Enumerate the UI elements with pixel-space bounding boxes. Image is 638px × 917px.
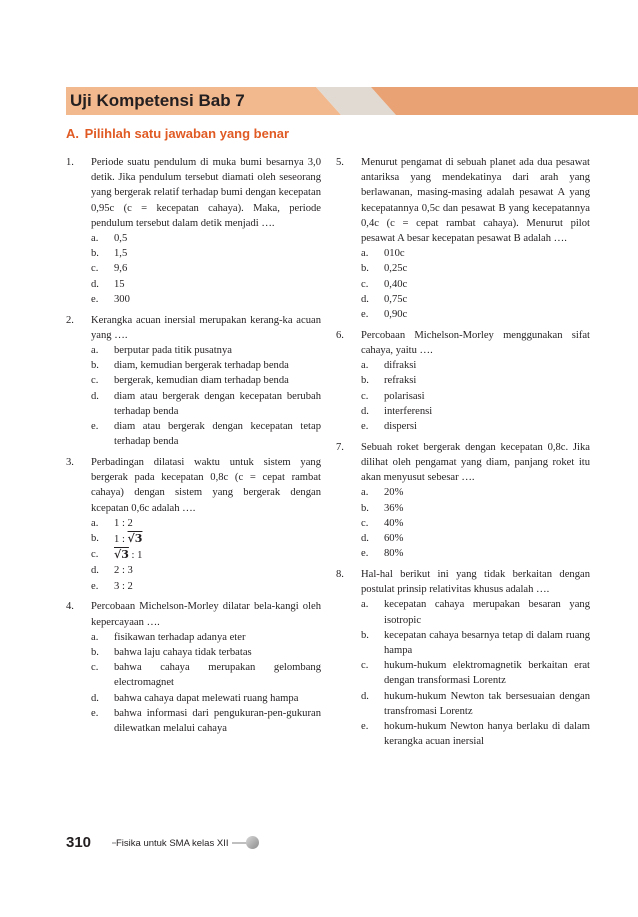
question [336, 440, 590, 562]
question-stem: Kerangka acuan inersial merupakan kerang-ka acuan yang …. [91, 314, 321, 341]
option-letter: a. [361, 360, 369, 372]
answer-option [361, 261, 590, 276]
option-text: kecepatan cahaya merupakan besaran yang isotropic [384, 599, 590, 626]
option-letter: a. [361, 248, 369, 260]
question-number: 7. [336, 441, 344, 453]
option-letter: c. [361, 517, 369, 529]
option-text: 20% [384, 487, 404, 499]
footer-bullet-icon [246, 836, 259, 849]
answer-option [91, 516, 321, 531]
answer-option [361, 404, 590, 419]
option-letter: e. [361, 421, 369, 433]
option-letter: e. [361, 309, 369, 321]
option-text: 300 [114, 293, 130, 305]
answer-option [91, 563, 321, 578]
question-number: 2. [66, 314, 74, 326]
option-letter: a. [361, 599, 369, 611]
section-title: Pilihlah satu jawaban yang benar [84, 126, 290, 141]
sqrt-three: √3 [127, 532, 143, 546]
option-text: bahwa informasi dari pengukuran-pen-gukuran dilewatkan melalui cahaya [114, 707, 321, 735]
option-text: 9,6 [114, 263, 128, 275]
option-text [114, 550, 142, 561]
answer-option [361, 277, 590, 292]
option-letter: d. [361, 405, 369, 417]
option-text: 1 : 2 [114, 517, 133, 529]
option-letter: c. [91, 662, 99, 674]
question [66, 155, 321, 307]
option-text: kecepatan cahaya besarnya tetap di dalam ruang hampa [384, 629, 590, 657]
option-letter: a. [91, 233, 99, 245]
option-text: 1,5 [114, 248, 128, 260]
option-text: 2 : 3 [114, 565, 133, 577]
option-letter: d. [361, 293, 369, 305]
option-letter: b. [361, 629, 369, 641]
option-text: diam atau bergerak dengan kecepatan berubah terhadap benda [114, 390, 321, 417]
sqrt-three: √3 [114, 548, 129, 562]
option-letter: c. [91, 375, 99, 387]
option-letter: b. [361, 502, 369, 514]
option-text: 0,90c [384, 309, 408, 321]
option-letter: c. [361, 390, 369, 402]
question-number: 6. [336, 329, 344, 341]
option-text: 0,25c [384, 263, 408, 275]
option-text-pre: 1 : [114, 534, 128, 546]
answer-option [91, 231, 321, 246]
answer-option [361, 373, 590, 388]
answer-option [361, 597, 590, 627]
option-letter: c. [361, 660, 369, 672]
answer-option [91, 246, 321, 261]
answer-option [361, 389, 590, 404]
question-stem: Perbadingan dilatasi waktu untuk sistem yang bergerak pada kecepatan 0,8c (c = cepat rambat cahaya) dengan sistem yang bergerak dengan kcepatan 0,6c adalah …. [91, 457, 321, 514]
answer-option [361, 419, 590, 434]
option-text: 15 [114, 278, 125, 290]
option-letter: d. [91, 565, 99, 577]
option-text: 0,75c [384, 293, 408, 305]
option-text: polarisasi [384, 390, 425, 402]
option-letter: b. [91, 533, 99, 545]
option-letter: c. [361, 278, 369, 290]
option-letter: a. [91, 631, 99, 643]
header-band-dark [371, 87, 638, 115]
question-number: 8. [336, 569, 344, 581]
option-text: diam, kemudian bergerak terhadap benda [114, 360, 289, 372]
answer-option [361, 658, 590, 688]
question-stem: Periode suatu pendulum di muka bumi besarnya 3,0 detik. Jika pendulum tersebut diamati oleh seseorang yang bergerak relatif terhadap bumi dengan kecepatan 0,95c (c = kecepatan cahaya). Maka, periode pendulum tersebut dalam detik menjadi …. [91, 157, 321, 229]
answer-option [91, 579, 321, 594]
option-text: hukum-hukum elektromagnetik berkaitan erat dengan transformasi Lorentz [384, 660, 590, 687]
option-text: diam atau bergerak dengan kecepatan tetap terhadap benda [114, 421, 321, 448]
option-letter: a. [91, 345, 99, 357]
answer-option [91, 645, 321, 660]
option-text: dispersi [384, 421, 417, 433]
answer-option [91, 660, 321, 690]
option-letter: e. [361, 548, 369, 560]
option-text: difraksi [384, 360, 417, 372]
question-number: 1. [66, 157, 74, 168]
question [66, 599, 321, 736]
question [336, 328, 590, 434]
option-text [114, 534, 142, 545]
answer-option [91, 419, 321, 449]
option-text-post: : 1 [128, 550, 143, 562]
option-text: 0,5 [114, 233, 128, 245]
question [336, 155, 590, 322]
answer-option [361, 292, 590, 307]
option-text: 0,40c [384, 278, 408, 290]
option-letter: b. [91, 647, 99, 659]
right-column [336, 155, 590, 755]
answer-option [361, 516, 590, 531]
option-text: hokum-hukum Newton hanya berlaku di dalam kerangka acuan inersial [384, 721, 590, 748]
question-stem: Sebuah roket bergerak dengan kecepatan 0,8c. Jika dilihat oleh pengamat yang diam, panjang roket itu akan menyusut sebesar …. [361, 441, 590, 484]
question-number: 3. [66, 457, 74, 469]
answer-option [91, 358, 321, 373]
answer-option [91, 389, 321, 419]
option-text: bahwa laju cahaya tidak terbatas [114, 647, 252, 659]
question [66, 455, 321, 594]
answer-option [91, 691, 321, 706]
option-letter: e. [91, 580, 99, 592]
option-text: 60% [384, 533, 404, 545]
option-letter: e. [91, 707, 99, 719]
option-letter: a. [361, 487, 369, 499]
answer-option [91, 630, 321, 645]
option-letter: d. [91, 390, 99, 402]
answer-option [91, 292, 321, 307]
answer-option [361, 628, 590, 658]
option-text: refraksi [384, 375, 417, 387]
question-stem: Hal-hal berikut ini yang tidak berkaitan dengan postulat prinsip relativitas khusus adalah …. [361, 569, 590, 596]
option-text: 3 : 2 [114, 580, 133, 592]
answer-option [91, 261, 321, 276]
answer-option [361, 719, 590, 749]
option-letter: b. [91, 248, 99, 260]
option-letter: b. [91, 360, 99, 372]
question [66, 313, 321, 450]
option-letter: b. [361, 375, 369, 387]
option-letter: a. [91, 517, 99, 529]
answer-option [361, 246, 590, 261]
option-text: 80% [384, 548, 404, 560]
section-heading [66, 126, 289, 141]
option-letter: e. [91, 421, 99, 433]
option-text: berputar pada titik pusatnya [114, 345, 232, 357]
answer-option [91, 373, 321, 388]
question-stem: Menurut pengamat di sebuah planet ada dua pesawat antariksa yang mendekatinya dari arah yang berlawanan, masing-masing adalah pesawat A yang kecepatannya 0,5c dan pesawat B yang kecepatannya 0,4c (c = cepat rambat cahaya). Menurut pilot pesawat A besar kecepatan pesawat B adalah …. [361, 157, 590, 245]
answer-option [91, 547, 321, 563]
option-letter: c. [91, 549, 99, 561]
option-text: bahwa cahaya merupakan gelombang electromagnet [114, 662, 321, 689]
chapter-test-title: Uji Kompetensi Bab 7 [70, 91, 245, 110]
left-column [66, 155, 321, 742]
answer-option [361, 531, 590, 546]
option-text: fisikawan terhadap adanya eter [114, 631, 246, 643]
option-text: bergerak, kemudian diam terhadap benda [114, 375, 289, 387]
answer-option [361, 358, 590, 373]
option-text: interferensi [384, 405, 433, 417]
book-title: Fisika untuk SMA kelas XII [116, 838, 232, 849]
option-letter: b. [361, 263, 369, 275]
option-letter: d. [91, 278, 99, 290]
answer-option [361, 485, 590, 500]
option-text: 010c [384, 248, 405, 260]
question-number: 5. [336, 157, 344, 168]
question-stem: Percobaan Michelson-Morley menggunakan sifat cahaya, yaitu …. [361, 329, 590, 357]
option-text: 40% [384, 517, 404, 529]
answer-option [91, 531, 321, 547]
option-letter: e. [91, 293, 99, 305]
option-letter: e. [361, 721, 369, 733]
option-text: 36% [384, 502, 404, 514]
answer-option [91, 277, 321, 292]
answer-option [91, 706, 321, 736]
answer-option [361, 689, 590, 719]
question [336, 567, 590, 749]
question-number: 4. [66, 601, 74, 613]
option-letter: d. [361, 690, 369, 702]
option-letter: d. [361, 533, 369, 545]
option-letter: d. [91, 692, 99, 704]
option-text: hukum-hukum Newton tak bersesuaian dengan transfromasi Lorentz [384, 690, 590, 717]
answer-option [91, 343, 321, 358]
option-text: bahwa cahaya dapat melewati ruang hampa [114, 692, 299, 704]
page-number: 310 [66, 834, 92, 851]
answer-option [361, 546, 590, 561]
section-letter: A. [66, 126, 79, 141]
option-letter: c. [91, 263, 99, 275]
answer-option [361, 501, 590, 516]
question-stem: Percobaan Michelson-Morley dilatar bela-kangi oleh kepercayaan …. [91, 601, 321, 628]
answer-option [361, 307, 590, 322]
